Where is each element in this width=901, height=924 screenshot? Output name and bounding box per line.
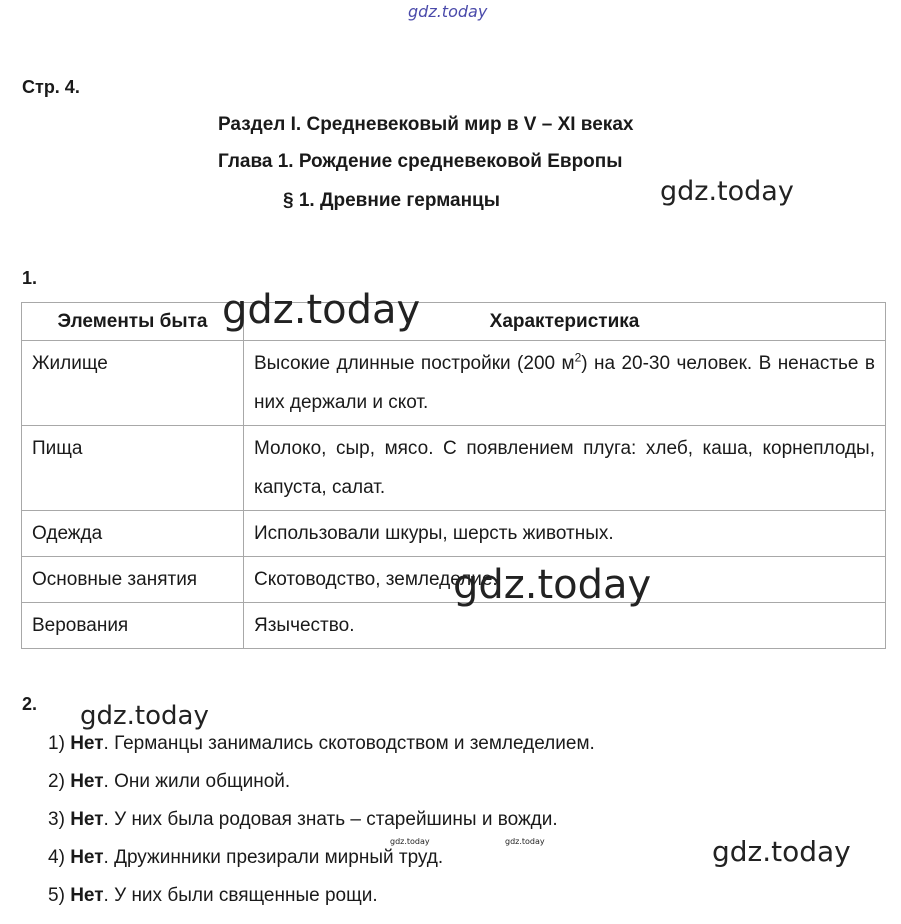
description-cell: [244, 341, 886, 426]
task-2-number: 2.: [22, 694, 38, 714]
description-cell: Скотоводство, земледелие.: [244, 557, 886, 603]
watermark: gdz.today: [660, 176, 794, 207]
answer-verdict: Нет: [70, 771, 104, 792]
task-1-number: 1.: [22, 268, 38, 288]
section-heading: Раздел I. Средневековый мир в V – XI веках: [218, 114, 634, 135]
answers-list: [48, 731, 595, 921]
page-number: Стр. 4.: [22, 77, 80, 97]
answer-text: . У них были священные рощи.: [103, 885, 378, 906]
table-row: [22, 341, 886, 426]
answer-verdict: Нет: [70, 885, 104, 906]
description-text: Высокие длинные постройки (200 м: [254, 353, 575, 374]
answer-number: 1): [48, 733, 65, 754]
watermark: gdz.today: [80, 701, 209, 731]
watermark-small: gdz.today: [505, 837, 545, 846]
answer-number: 5): [48, 885, 65, 906]
watermark-top: gdz.today: [408, 2, 488, 21]
answer-verdict: Нет: [70, 733, 104, 754]
element-cell: Основные занятия: [22, 557, 244, 603]
answer-text: . Дружинники презирали мирный труд.: [103, 847, 444, 868]
answer-number: 2): [48, 771, 65, 792]
answer-text: . У них была родовая знать – старейшины и вожди.: [103, 809, 558, 830]
watermark: gdz.today: [712, 835, 851, 868]
list-item: [48, 845, 595, 883]
list-item: [48, 769, 595, 807]
description-cell: Язычество.: [244, 603, 886, 649]
table-row: [22, 426, 886, 511]
column-header-characteristic: Характеристика: [244, 303, 886, 341]
element-cell: Пища: [22, 426, 244, 511]
answer-number: 3): [48, 809, 65, 830]
watermark: gdz.today: [222, 287, 421, 333]
list-item: [48, 731, 595, 769]
element-cell: Жилище: [22, 341, 244, 426]
column-header-elements: Элементы быта: [22, 303, 244, 341]
description-text-cont: ) на 20-30 человек. В ненастье в них держали и скот.: [254, 353, 875, 413]
description-cell: Использовали шкуры, шерсть животных.: [244, 511, 886, 557]
answer-text: . Они жили общиной.: [103, 771, 291, 792]
description-cell: Молоко, сыр, мясо. С появлением плуга: хлеб, каша, корнеплоды, капуста, салат.: [244, 426, 886, 511]
watermark: gdz.today: [453, 562, 652, 608]
answer-verdict: Нет: [70, 809, 104, 830]
chapter-heading: Глава 1. Рождение средневековой Европы: [218, 151, 623, 172]
watermark-small: gdz.today: [390, 837, 430, 846]
answer-text: . Германцы занимались скотоводством и земледелием.: [103, 733, 595, 754]
superscript: 2: [574, 350, 582, 365]
paragraph-heading: § 1. Древние германцы: [283, 190, 500, 211]
table-header-row: [22, 303, 886, 341]
element-cell: Верования: [22, 603, 244, 649]
table-row: [22, 511, 886, 557]
list-item: [48, 883, 595, 921]
table-row: [22, 603, 886, 649]
answer-number: 4): [48, 847, 65, 868]
answer-verdict: Нет: [70, 847, 104, 868]
element-cell: Одежда: [22, 511, 244, 557]
